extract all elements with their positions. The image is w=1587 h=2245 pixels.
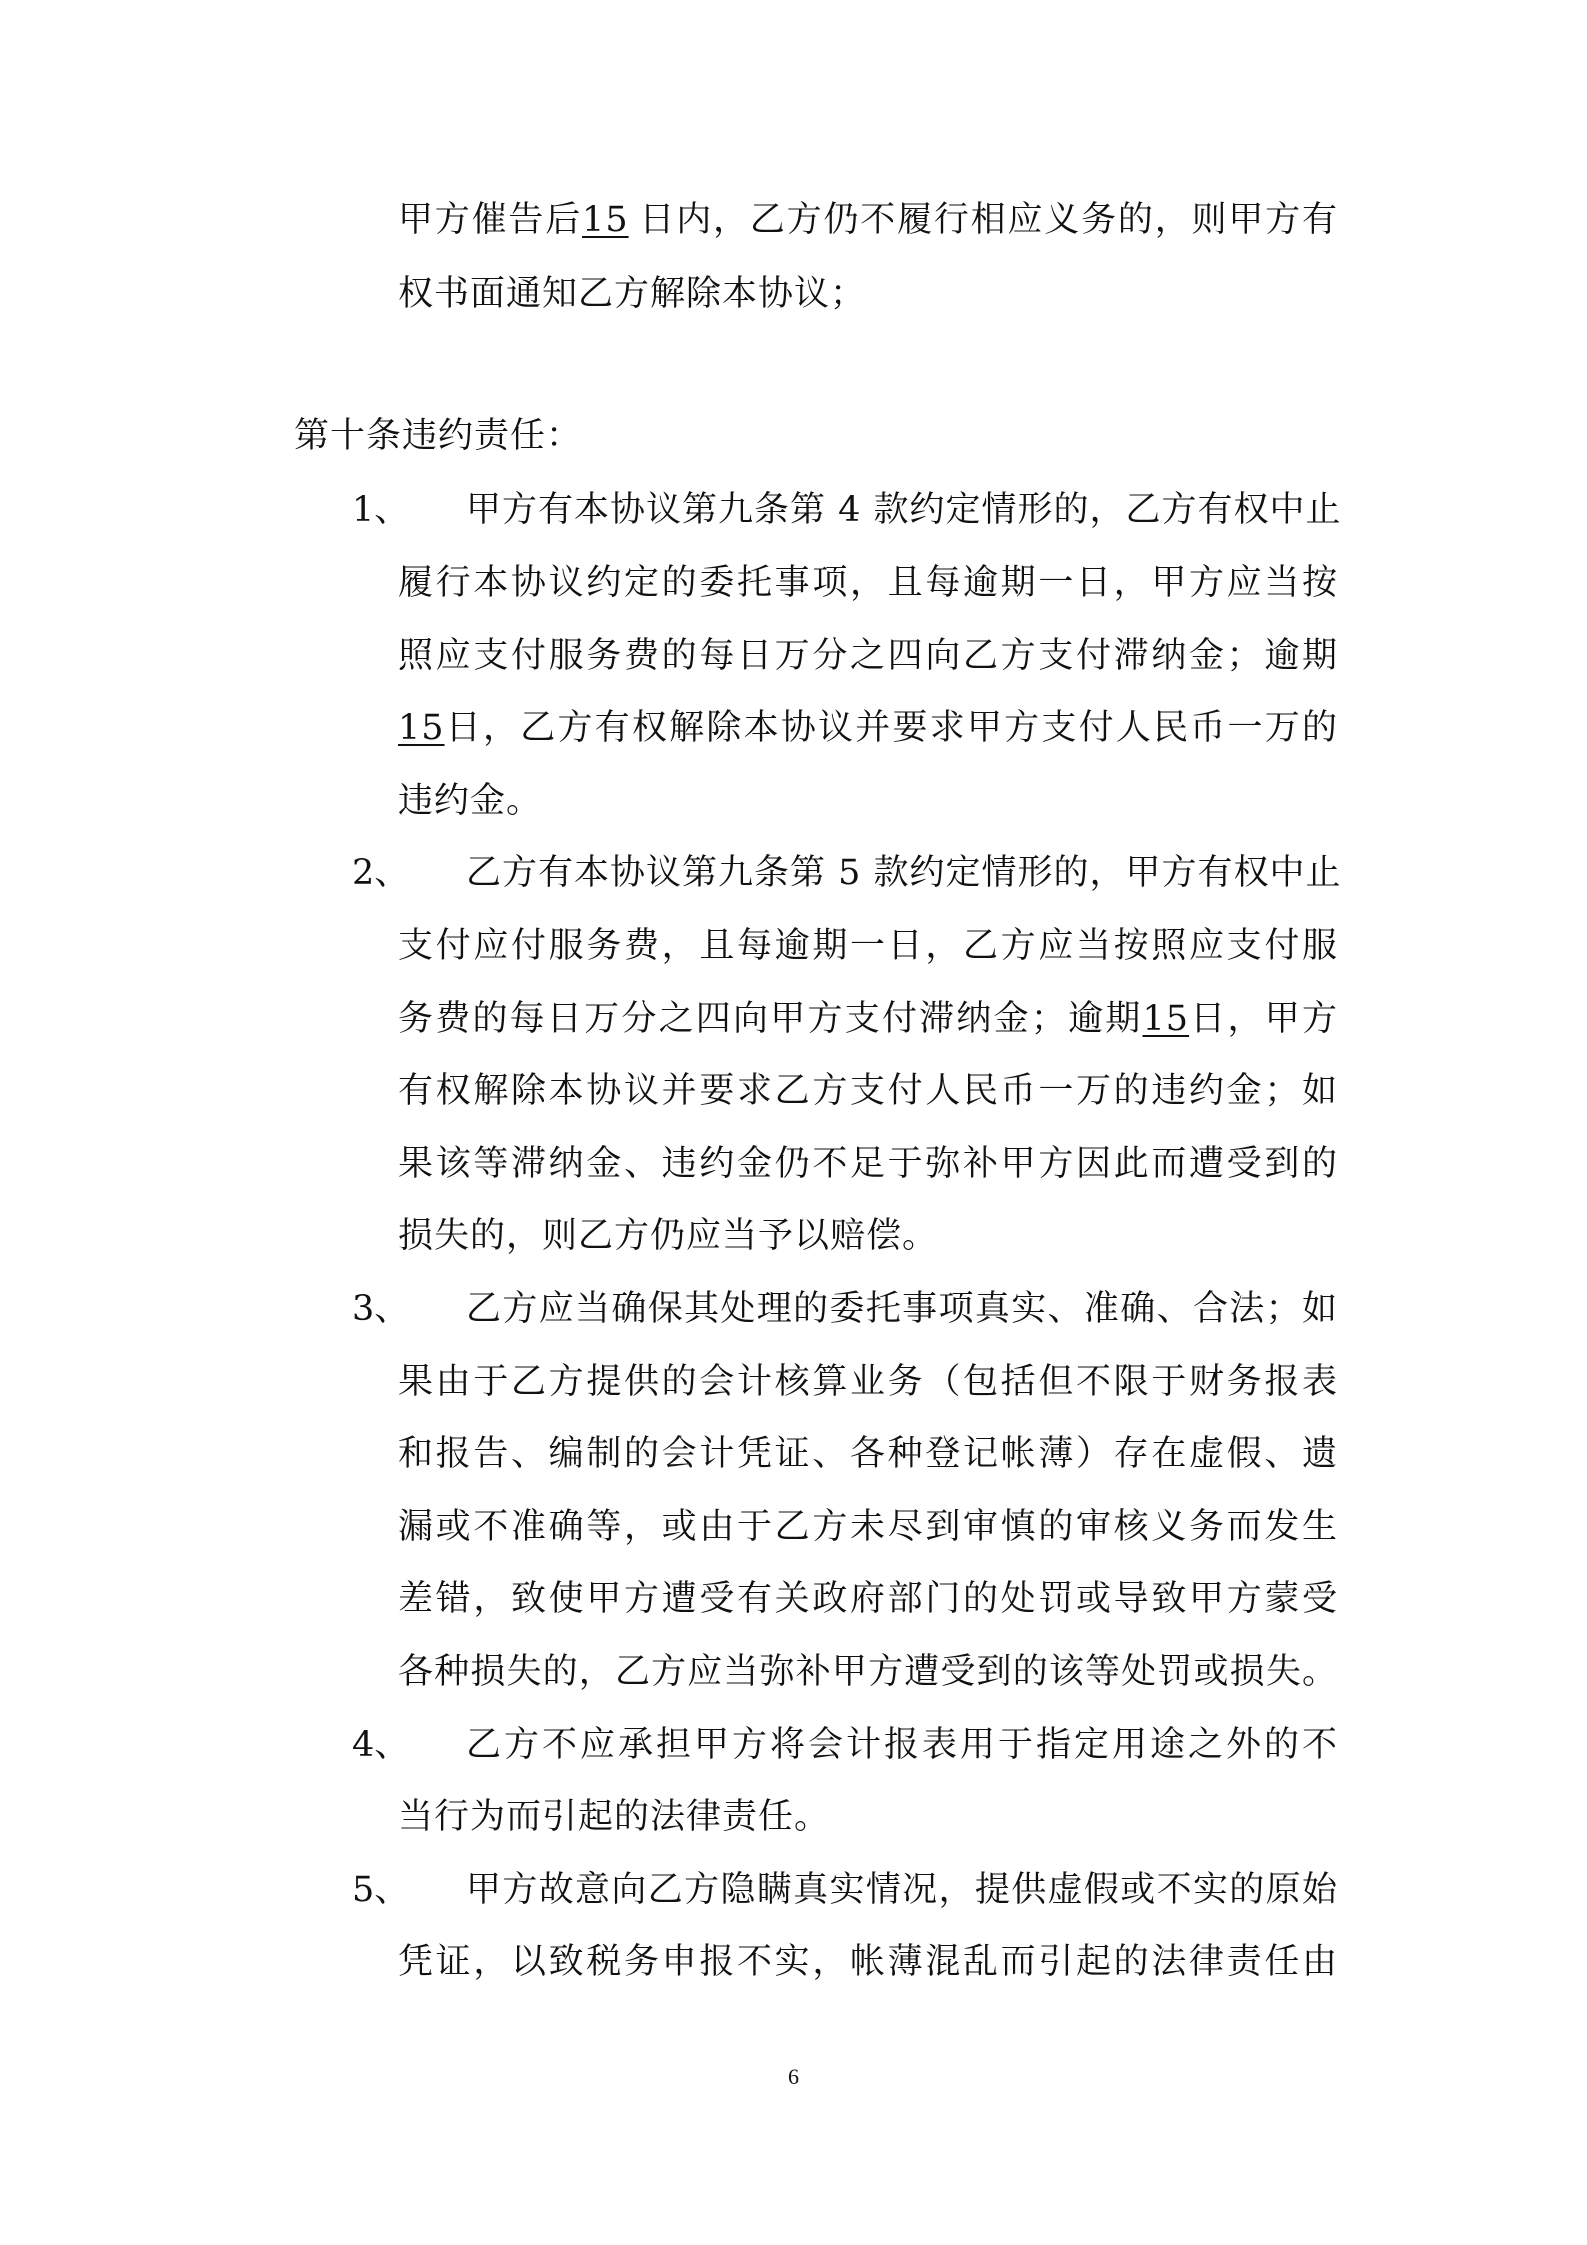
item-number: 4、: [352, 1725, 410, 1765]
underlined-number: 15: [398, 708, 445, 748]
item-number: 5、: [352, 1870, 410, 1910]
item-line: 甲方故意向乙方隐瞒真实情况，提供虚假或不实的原始: [466, 1870, 1338, 1910]
item-line: 支付应付服务费，且每逾期一日，乙方应当按照应支付服: [398, 926, 1338, 966]
text-run: 日内，乙方仍不履行相应义务的，则甲方有: [638, 200, 1338, 240]
item-line: 果该等滞纳金、违约金仍不足于弥补甲方因此而遭受到的: [398, 1144, 1338, 1184]
underlined-number: 15: [1142, 999, 1190, 1039]
text-run: 日，乙方有权解除本协议并要求甲方支付人民币一万的: [444, 708, 1338, 748]
item-line: 当行为而引起的法律责任。: [398, 1797, 831, 1837]
text-run: 务费的每日万分之四向甲方支付滞纳金；逾期: [398, 999, 1143, 1039]
item-line: 和报告、编制的会计凭证、各种登记帐薄）存在虚假、遗: [398, 1434, 1338, 1474]
item-line: 差错，致使甲方遭受有关政府部门的处罚或导致甲方蒙受: [398, 1579, 1338, 1619]
paragraph-line: [398, 198, 1338, 242]
item-line: 照应支付服务费的每日万分之四向乙方支付滞纳金；逾期: [398, 636, 1338, 676]
item-number: 3、: [352, 1289, 410, 1329]
item-line: 甲方有本协议第九条第 4 款约定情形的，乙方有权中止: [466, 490, 1342, 530]
item-line: 损失的，则乙方仍应当予以赔偿。: [398, 1216, 939, 1256]
item-line: 凭证，以致税务申报不实，帐薄混乱而引起的法律责任由: [398, 1942, 1338, 1982]
item-line: 漏或不准确等，或由于乙方未尽到审慎的审核义务而发生: [398, 1507, 1338, 1547]
item-line: 乙方应当确保其处理的委托事项真实、准确、合法；如: [466, 1289, 1338, 1329]
item-line: [398, 997, 1338, 1041]
section-heading: 第十条违约责任：: [294, 416, 583, 456]
item-number: 1、: [352, 490, 410, 530]
item-line: 履行本协议约定的委托事项，且每逾期一日，甲方应当按: [398, 563, 1338, 603]
item-line: 各种损失的，乙方应当弥补甲方遭受到的该等处罚或损失。: [398, 1652, 1338, 1692]
paragraph-line: 权书面通知乙方解除本协议；: [398, 274, 867, 314]
item-line: 乙方不应承担甲方将会计报表用于指定用途之外的不: [466, 1725, 1338, 1765]
item-line: [398, 706, 1338, 750]
underlined-number: 15: [582, 200, 629, 240]
page-number: 6: [788, 2064, 799, 2089]
item-line: 有权解除本协议并要求乙方支付人民币一万的违约金；如: [398, 1071, 1338, 1111]
item-line: 果由于乙方提供的会计核算业务（包括但不限于财务报表: [398, 1362, 1338, 1402]
text-run: 甲方催告后: [398, 200, 583, 240]
item-line: 乙方有本协议第九条第 5 款约定情形的，甲方有权中止: [466, 853, 1342, 893]
item-line: 违约金。: [398, 781, 543, 821]
item-number: 2、: [352, 853, 410, 893]
text-run: 日，甲方: [1189, 999, 1338, 1039]
